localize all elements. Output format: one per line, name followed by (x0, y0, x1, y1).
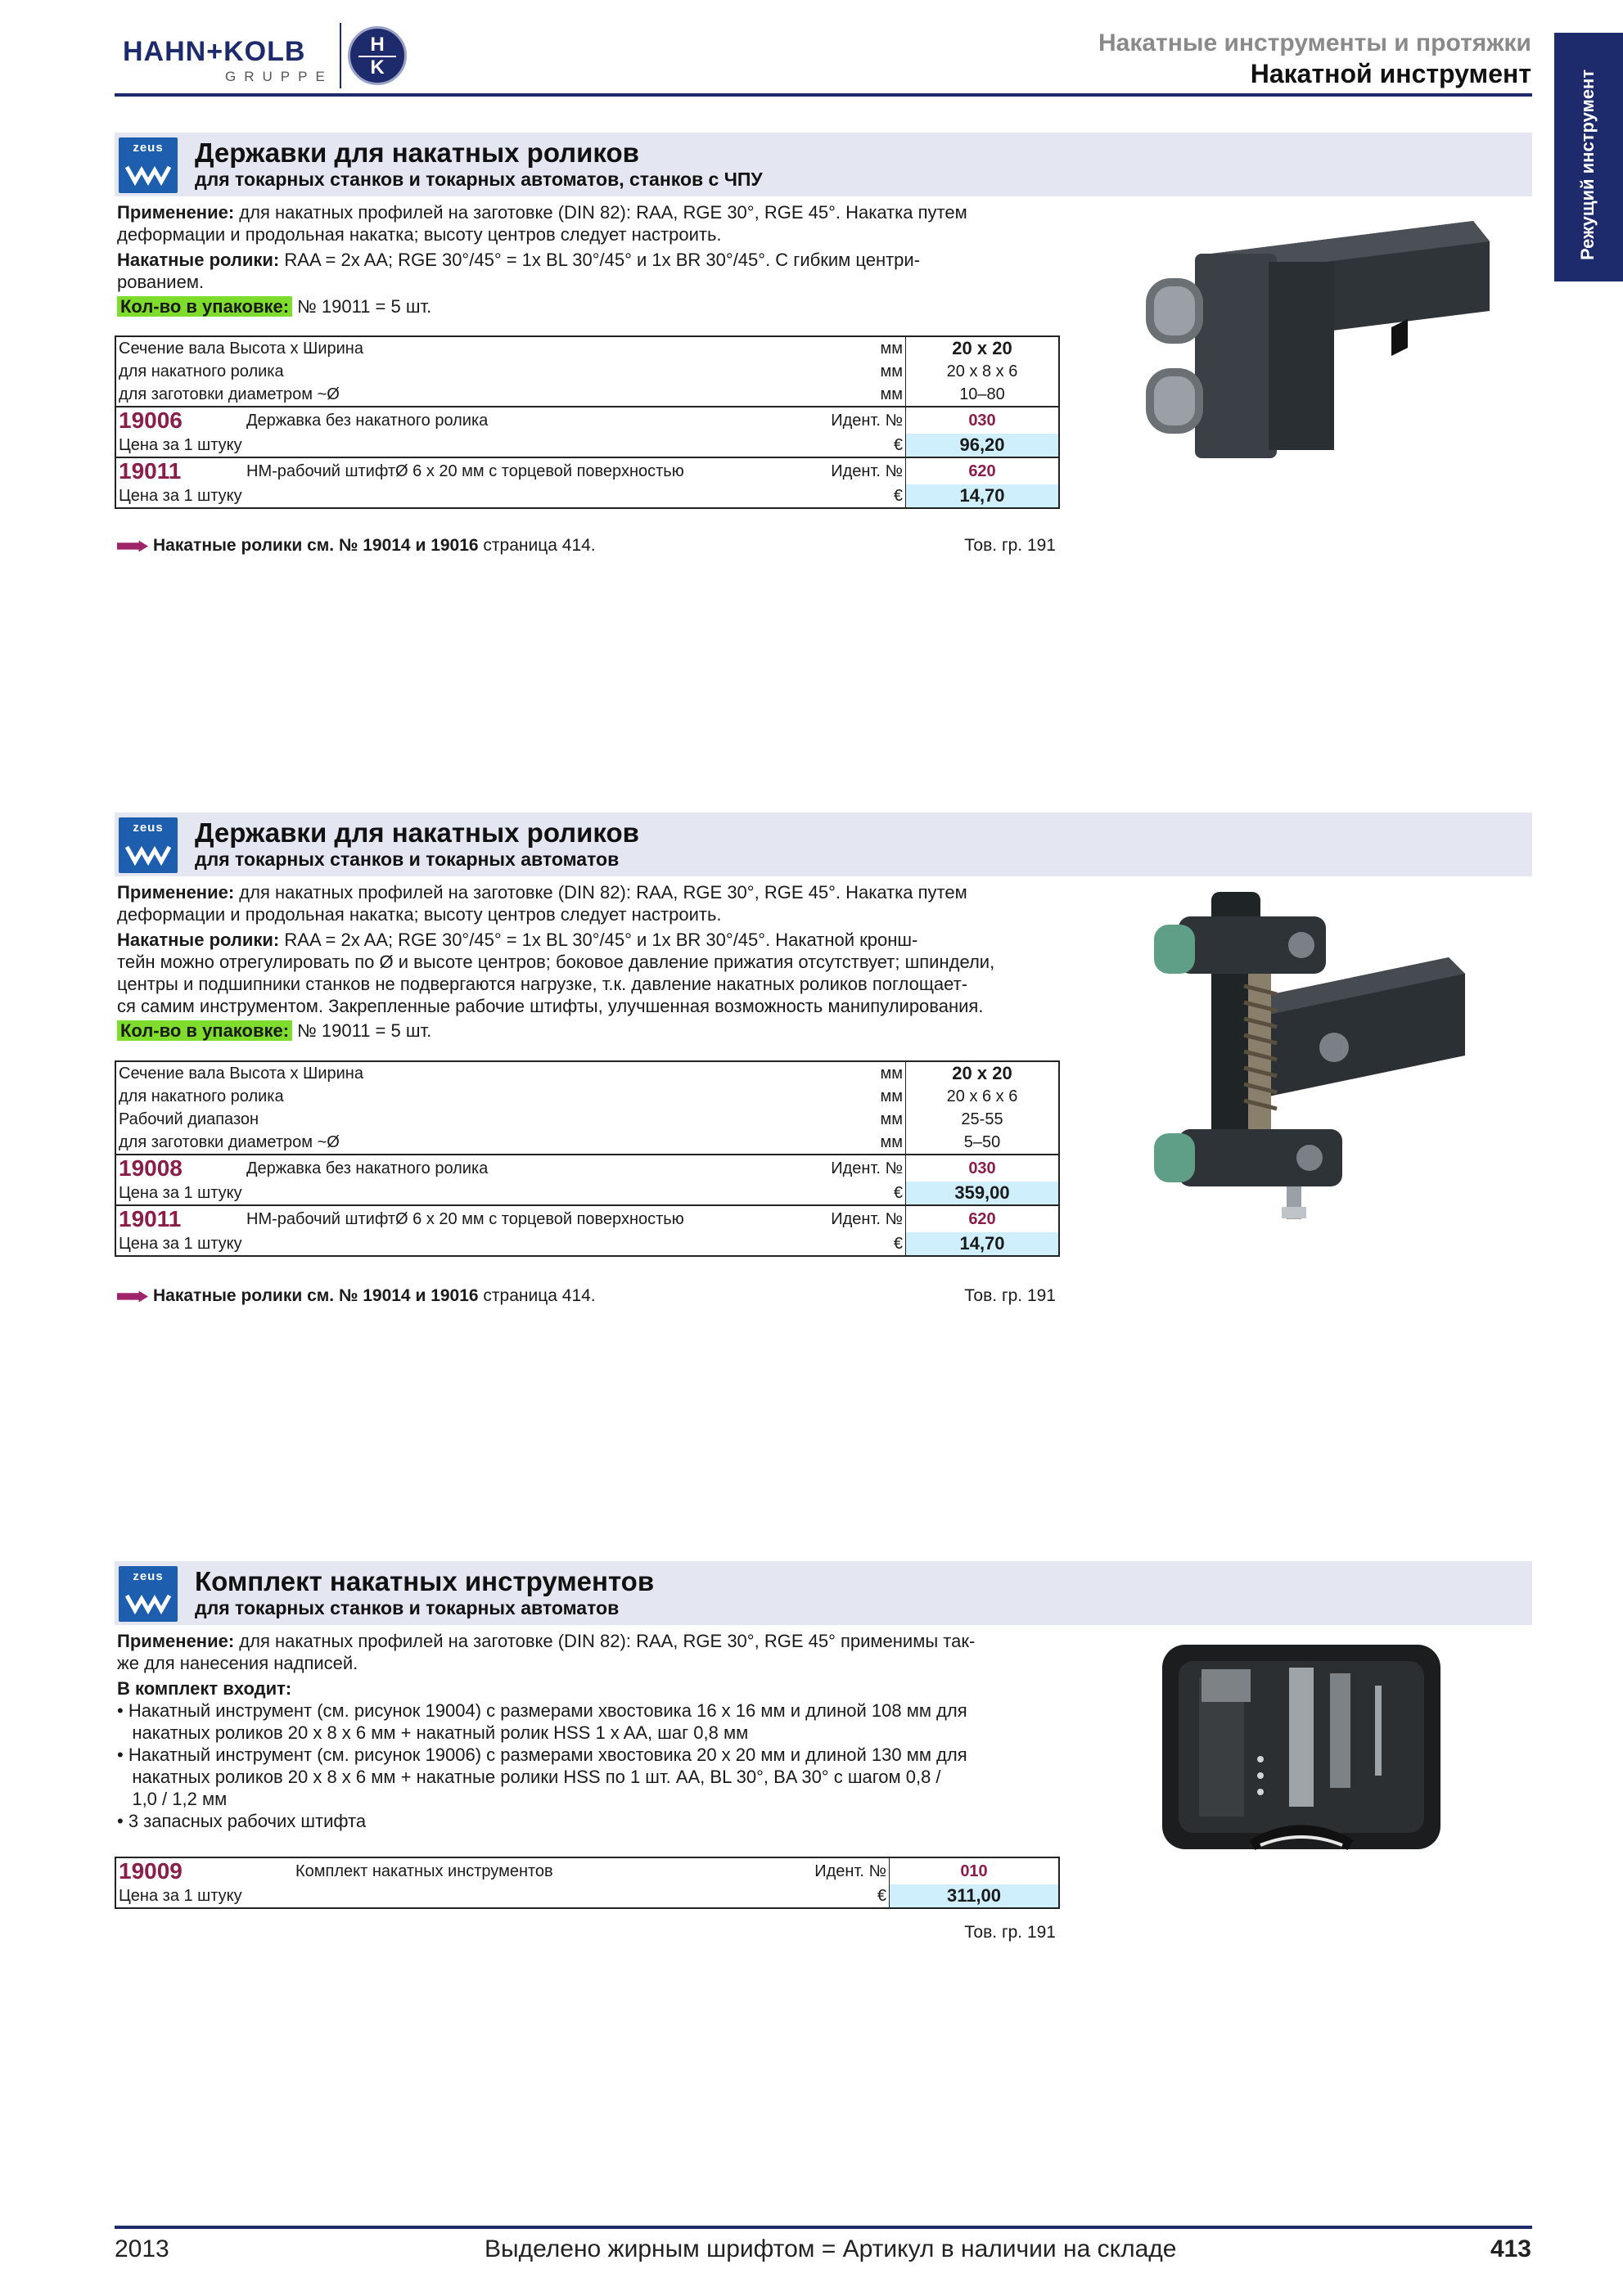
application-text: для накатных профилей на заготовке (DIN 82): RAA, RGE 30°, RGE 45°. Накатка путем (234, 882, 967, 903)
pack-text: № 19011 = 5 шт. (292, 296, 432, 317)
section-1-see-also-note[interactable] (117, 536, 596, 556)
application-line-2: же для нанесения надписей. (117, 1653, 358, 1673)
section-3-subtitle: для токарных станков и токарных автоматов (195, 1597, 620, 1618)
spec-value: 20 x 20 (952, 338, 1012, 358)
article-number[interactable]: 19011 (115, 1205, 244, 1232)
spec-row (115, 1131, 1059, 1155)
article-desc: Державка без накатного ролика (244, 1155, 818, 1182)
price-label: Цена за 1 штуку (119, 1886, 242, 1905)
rollers-label: Накатные ролики: (117, 930, 280, 950)
ident-code: 010 (960, 1862, 988, 1880)
currency-symbol: € (863, 1182, 906, 1205)
ident-code: 030 (906, 407, 1060, 434)
note-bold: Накатные ролики см. № 19014 и 19016 (153, 536, 479, 555)
rollers-label: Накатные ролики: (117, 250, 280, 270)
spec-label: Рабочий диапазон (119, 1110, 259, 1128)
article-row (115, 1857, 1059, 1884)
application-text: для накатных профилей на заготовке (DIN 82): RAA, RGE 30°, RGE 45°. Накатка путем (234, 202, 967, 223)
ident-code: 620 (906, 457, 1060, 484)
price-label: Цена за 1 штуку (119, 486, 242, 505)
currency-symbol: € (846, 1884, 890, 1908)
header-rule (115, 93, 1532, 97)
ident-label: Идент. № (818, 1205, 906, 1232)
currency-symbol: € (863, 1232, 906, 1256)
application-text: для накатных профилей на заготовке (DIN 82): RAA, RGE 30°, RGE 45° применимы так- (234, 1631, 976, 1651)
section-3-title: Комплект накатных инструментов (195, 1566, 655, 1596)
kit-label: В комплект входит: (117, 1678, 292, 1699)
article-desc: Комплект накатных инструментов (295, 1862, 553, 1880)
kit-item: накатных роликов 20 x 8 x 6 мм + накатный ролик HSS 1 x AA, шаг 0,8 мм (117, 1722, 749, 1743)
section-2-see-also-note[interactable] (117, 1286, 596, 1306)
application-label: Применение: (117, 1631, 235, 1651)
product-image-spring-knurling-holder (1129, 884, 1490, 1244)
spec-unit: мм (863, 1131, 906, 1155)
spec-value: 10–80 (959, 385, 1005, 403)
price-label: Цена за 1 штуку (119, 435, 242, 454)
pack-text: № 19011 = 5 шт. (292, 1020, 432, 1041)
application-line-2: деформации и продольная накатка; высоту центров следует настроить. (117, 224, 722, 245)
kit-item: накатных роликов 20 x 8 x 6 мм + накатные ролики HSS по 1 шт. AA, BL 30°, BA 30° с шагом 0,8 / (117, 1767, 941, 1787)
spec-value: 20 x 8 x 6 (946, 362, 1018, 380)
kit-item: 1,0 / 1,2 мм (117, 1789, 228, 1809)
footer-rule (115, 2226, 1532, 2229)
zeus-wave-icon (125, 162, 171, 187)
section-3-product-group: Тов. гр. 191 (964, 1923, 1056, 1942)
rollers-line-2: рованием. (117, 272, 205, 292)
spec-row (115, 336, 1059, 360)
article-row (115, 457, 1059, 484)
note-rest: страница 414. (478, 1286, 596, 1305)
price-value: 359,00 (906, 1182, 1060, 1205)
logo-wordmark: HAHN+KOLB (123, 36, 306, 67)
spec-value: 20 x 20 (952, 1063, 1012, 1083)
section-1-subtitle: для токарных станков и токарных автоматов, станков с ЧПУ (195, 169, 763, 190)
header-category: Накатные инструменты и протяжки (1098, 29, 1531, 56)
zeus-badge-label: zeus (133, 141, 164, 155)
ident-label: Идент. № (818, 1155, 906, 1182)
footer-legend: Выделено жирным шрифтом = Артикул в наличии на складе (485, 2235, 1177, 2262)
footer-page-number: 413 (1490, 2235, 1531, 2262)
pack-line (117, 295, 1066, 317)
application-label: Применение: (117, 202, 235, 223)
logo-divider (340, 23, 341, 88)
ident-label: Идент. № (818, 457, 906, 484)
rollers-text: RAA = 2x AA; RGE 30°/45° = 1x BL 30°/45° и 1x BR 30°/45°. Накатной кронш- (279, 930, 918, 950)
spec-unit: мм (863, 360, 906, 383)
article-row (115, 1205, 1059, 1232)
rollers-line (117, 249, 1066, 271)
price-value: 14,70 (906, 1232, 1060, 1256)
side-tab-cutting-tools[interactable] (1554, 33, 1623, 281)
application-label: Применение: (117, 882, 235, 903)
currency-symbol: € (863, 434, 906, 457)
price-row (115, 1232, 1059, 1256)
spec-label: для заготовки диаметром ~Ø (119, 385, 340, 403)
zeus-badge-icon (119, 1566, 178, 1622)
article-number[interactable]: 19006 (115, 407, 244, 434)
section-1-product-group: Тов. гр. 191 (964, 536, 1056, 555)
price-label: Цена за 1 штуку (119, 1234, 242, 1253)
spec-label: Сечение вала Высота x Ширина (119, 339, 363, 358)
section-2-product-group: Тов. гр. 191 (964, 1286, 1056, 1305)
section-2-subtitle: для токарных станков и токарных автоматов (195, 849, 620, 870)
section-1-spec-table (115, 335, 1060, 509)
spec-value: 5–50 (963, 1132, 1001, 1151)
spec-label: Сечение вала Высота x Ширина (119, 1064, 363, 1083)
logo-subtitle: GRUPPE (225, 69, 333, 84)
note-rest: страница 414. (478, 536, 596, 555)
price-value: 14,70 (906, 484, 1060, 508)
kit-item: • Накатный инструмент (см. рисунок 19004) с размерами хвостовика 16 x 16 мм и длиной 108 мм для (117, 1700, 967, 1721)
kit-item: • Накатный инструмент (см. рисунок 19006) с размерами хвостовика 20 x 20 мм и длиной 130 мм для (117, 1745, 967, 1765)
ident-label: Идент. № (782, 1857, 889, 1884)
section-2-spec-table (115, 1060, 1060, 1257)
section-3-description (117, 1630, 1083, 1832)
spec-row (115, 1108, 1059, 1131)
spec-unit: мм (863, 1108, 906, 1131)
price-label: Цена за 1 штуку (119, 1183, 242, 1202)
company-logo (123, 23, 426, 88)
zeus-badge-icon (119, 137, 178, 193)
kit-label-line (117, 1677, 1083, 1699)
spec-row (115, 383, 1059, 407)
section-3-spec-table (115, 1857, 1060, 1909)
note-bold: Накатные ролики см. № 19014 и 19016 (153, 1286, 479, 1305)
section-2-description (117, 881, 1083, 1042)
spec-row (115, 1085, 1059, 1108)
zeus-wave-icon (125, 842, 171, 867)
price-value: 311,00 (890, 1884, 1060, 1908)
application-line (117, 201, 1066, 223)
price-row (115, 484, 1059, 508)
logo-emblem-letter-h: H (370, 34, 385, 56)
rollers-line (117, 929, 1083, 951)
spec-unit: мм (863, 1061, 906, 1085)
spec-value: 25-55 (961, 1110, 1003, 1128)
arrow-right-icon (117, 540, 148, 551)
spec-label: для накатного ролика (119, 1087, 284, 1105)
ident-label: Идент. № (818, 407, 906, 434)
currency-symbol: € (863, 484, 906, 508)
arrow-right-icon (117, 1290, 148, 1302)
article-desc: HM-рабочий штифтØ 6 x 20 мм с торцевой поверхностью (244, 457, 818, 484)
spec-label: для накатного ролика (119, 362, 284, 380)
pack-label: Кол-во в упаковке: (117, 296, 292, 317)
application-line (117, 881, 1083, 903)
section-2-title: Державки для накатных роликов (195, 817, 639, 848)
spec-unit: мм (863, 1085, 906, 1108)
spec-row (115, 360, 1059, 383)
rollers-text: RAA = 2x AA; RGE 30°/45° = 1x BL 30°/45° и 1x BR 30°/45°. С гибким центри- (279, 250, 921, 270)
spec-unit: мм (863, 336, 906, 360)
pack-line (117, 1020, 1083, 1042)
spec-row (115, 1061, 1059, 1085)
article-number[interactable]: 19009 (119, 1858, 183, 1884)
article-number[interactable]: 19008 (115, 1155, 244, 1182)
zeus-badge-label: zeus (133, 1569, 164, 1583)
price-row (115, 434, 1059, 457)
application-line-2: деформации и продольная накатка; высоту центров следует настроить. (117, 904, 722, 925)
footer-year: 2013 (115, 2235, 169, 2262)
pack-label: Кол-во в упаковке: (117, 1020, 292, 1041)
rollers-line-4: ся самим инструментом. Закрепленные рабочие штифты, улучшенная возможность манипулирования. (117, 996, 984, 1016)
price-value: 96,20 (906, 434, 1060, 457)
section-1-description (117, 201, 1066, 317)
article-row (115, 407, 1059, 434)
side-tab-label: Режущий инструмент (1577, 69, 1598, 260)
logo-emblem-icon (348, 26, 407, 85)
product-image-tool-kit-case (1154, 1636, 1449, 1866)
article-number[interactable]: 19011 (115, 457, 244, 484)
product-image-knurling-holder (1097, 205, 1506, 483)
article-row (115, 1155, 1059, 1182)
price-row (115, 1884, 1059, 1908)
price-row (115, 1182, 1059, 1205)
section-1-title: Державки для накатных роликов (195, 137, 639, 168)
spec-label: для заготовки диаметром ~Ø (119, 1132, 340, 1151)
application-line (117, 1630, 1083, 1652)
zeus-badge-icon (119, 817, 178, 873)
logo-emblem-letter-k: K (370, 56, 385, 79)
zeus-wave-icon (125, 1591, 171, 1615)
spec-value: 20 x 6 x 6 (946, 1087, 1018, 1105)
zeus-badge-label: zeus (133, 821, 164, 835)
ident-code: 030 (906, 1155, 1060, 1182)
article-desc: HM-рабочий штифтØ 6 x 20 мм с торцевой поверхностью (244, 1205, 818, 1232)
ident-code: 620 (906, 1205, 1060, 1232)
spec-unit: мм (863, 383, 906, 407)
header-subcategory: Накатной инструмент (1250, 59, 1531, 88)
kit-item: • 3 запасных рабочих штифта (117, 1811, 367, 1831)
rollers-line-3: центры и подшипники станков не подвергаются нагрузке, т.к. давление накатных роликов поглощает- (117, 974, 968, 994)
article-desc: Державка без накатного ролика (244, 407, 818, 434)
rollers-line-2: тейн можно отрегулировать по Ø и высоте центров; боковое давление прижатия отсутствует; шпиндели, (117, 952, 995, 972)
